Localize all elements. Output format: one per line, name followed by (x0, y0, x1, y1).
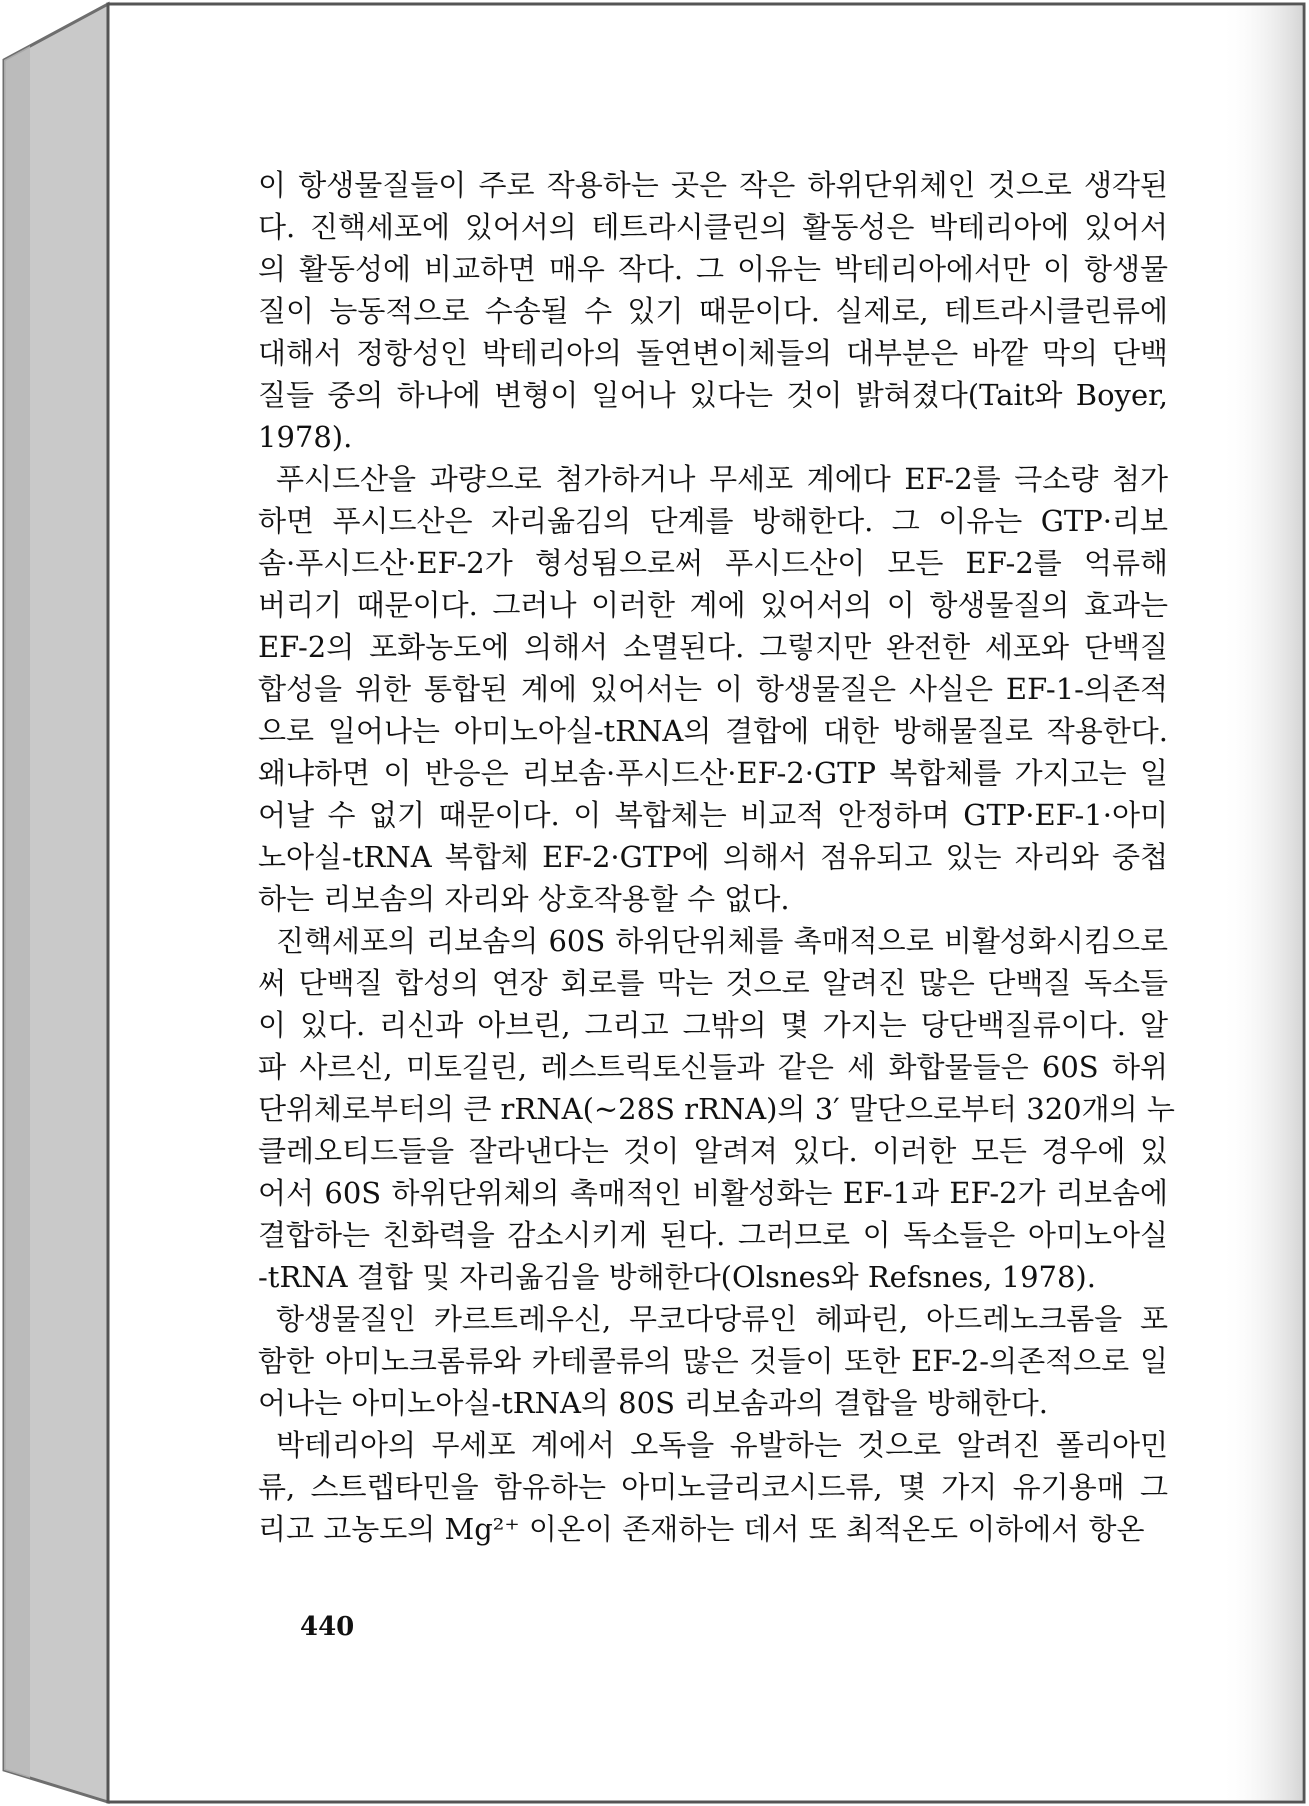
text-line: 어날 수 없기 때문이다. 이 복합체는 비교적 안정하며 GTP·EF-1·아미 (258, 798, 1168, 832)
text-line: 푸시드산을 과량으로 첨가하거나 무세포 계에다 EF-2를 극소량 첨가 (276, 462, 1168, 496)
text-line: 단위체로부터의 큰 rRNA(~28S rRNA)의 3′ 말단으로부터 320개의 누 (258, 1092, 1175, 1126)
text-line: 버리기 때문이다. 그러나 이러한 계에 있어서의 이 항생물질의 효과는 (258, 588, 1168, 622)
paragraph (258, 920, 1175, 1298)
text-line: 하는 리보솜의 자리와 상호작용할 수 없다. (258, 882, 790, 916)
text-line: 진핵세포의 리보솜의 60S 하위단위체를 촉매적으로 비활성화시킴으로 (276, 924, 1168, 958)
text-line: 박테리아의 무세포 계에서 오독을 유발하는 것으로 알려진 폴리아민 (276, 1428, 1168, 1462)
page-edge-shade (1220, 6, 1302, 1800)
text-line: 어나는 아미노아실-tRNA의 80S 리보솜과의 결합을 방해한다. (258, 1386, 1048, 1420)
paragraph (258, 1298, 1168, 1424)
paragraph (258, 458, 1168, 920)
text-line: 어서 60S 하위단위체의 촉매적인 비활성화는 EF-1과 EF-2가 리보솜에 (258, 1176, 1168, 1210)
text-line: 이 있다. 리신과 아브린, 그리고 그밖의 몇 가지는 당단백질류이다. 알 (258, 1008, 1168, 1042)
text-line: 류, 스트렙타민을 함유하는 아미노글리코시드류, 몇 가지 유기용매 그 (258, 1470, 1168, 1504)
text-line: 의 활동성에 비교하면 매우 작다. 그 이유는 박테리아에서만 이 항생물 (258, 252, 1168, 286)
text-line: 대해서 정항성인 박테리아의 돌연변이체들의 대부분은 바깥 막의 단백 (258, 336, 1168, 370)
text-line: 솜·푸시드산·EF-2가 형성됨으로써 푸시드산이 모든 EF-2를 억류해 (258, 546, 1168, 580)
text-line: EF-2의 포화농도에 의해서 소멸된다. 그렇지만 완전한 세포와 단백질 (258, 630, 1168, 664)
text-line: 합성을 위한 통합된 계에 있어서는 이 항생물질은 사실은 EF-1-의존적 (258, 672, 1168, 706)
text-line: 클레오티드들을 잘라낸다는 것이 알려져 있다. 이러한 모든 경우에 있 (258, 1134, 1168, 1168)
text-line: 하면 푸시드산은 자리옮김의 단계를 방해한다. 그 이유는 GTP·리보 (258, 504, 1168, 538)
text-line: 다. 진핵세포에 있어서의 테트라시클린의 활동성은 박테리아에 있어서 (258, 210, 1168, 244)
text-line: 노아실-tRNA 복합체 EF-2·GTP에 의해서 점유되고 있는 자리와 중첩 (258, 840, 1168, 874)
text-line: 파 사르신, 미토길린, 레스트릭토신들과 같은 세 화합물들은 60S 하위 (258, 1050, 1168, 1084)
text-line: 함한 아미노크롬류와 카테콜류의 많은 것들이 또한 EF-2-의존적으로 일 (258, 1344, 1168, 1378)
paragraph (258, 164, 1168, 458)
paragraph (258, 1424, 1168, 1550)
page-body (258, 164, 1175, 1550)
text-line: 왜냐하면 이 반응은 리보솜·푸시드산·EF-2·GTP 복합체를 가지고는 일 (258, 756, 1168, 790)
text-line: -tRNA 결합 및 자리옮김을 방해한다(Olsnes와 Refsnes, 1978). (258, 1260, 1096, 1294)
text-line: 1978). (258, 420, 353, 454)
page-number: 440 (300, 1612, 355, 1642)
text-line: 질이 능동적으로 수송될 수 있기 때문이다. 실제로, 테트라시클린류에 (258, 294, 1168, 328)
text-line: 질들 중의 하나에 변형이 일어나 있다는 것이 밝혀졌다(Tait와 Boyer, (258, 378, 1168, 412)
text-line: 항생물질인 카르트레우신, 무코다당류인 헤파린, 아드레노크롬을 포 (276, 1302, 1168, 1336)
text-line: 결합하는 친화력을 감소시키게 된다. 그러므로 이 독소들은 아미노아실 (258, 1218, 1168, 1252)
text-line: 리고 고농도의 Mg²⁺ 이온이 존재하는 데서 또 최적온도 이하에서 항온 (258, 1512, 1145, 1546)
text-line: 으로 일어나는 아미노아실-tRNA의 결합에 대한 방해물질로 작용한다. (258, 714, 1168, 748)
book-spine-shade (4, 46, 30, 1778)
text-line: 써 단백질 합성의 연장 회로를 막는 것으로 알려진 많은 단백질 독소들 (258, 966, 1168, 1000)
text-line: 이 항생물질들이 주로 작용하는 곳은 작은 하위단위체인 것으로 생각된 (258, 168, 1168, 202)
